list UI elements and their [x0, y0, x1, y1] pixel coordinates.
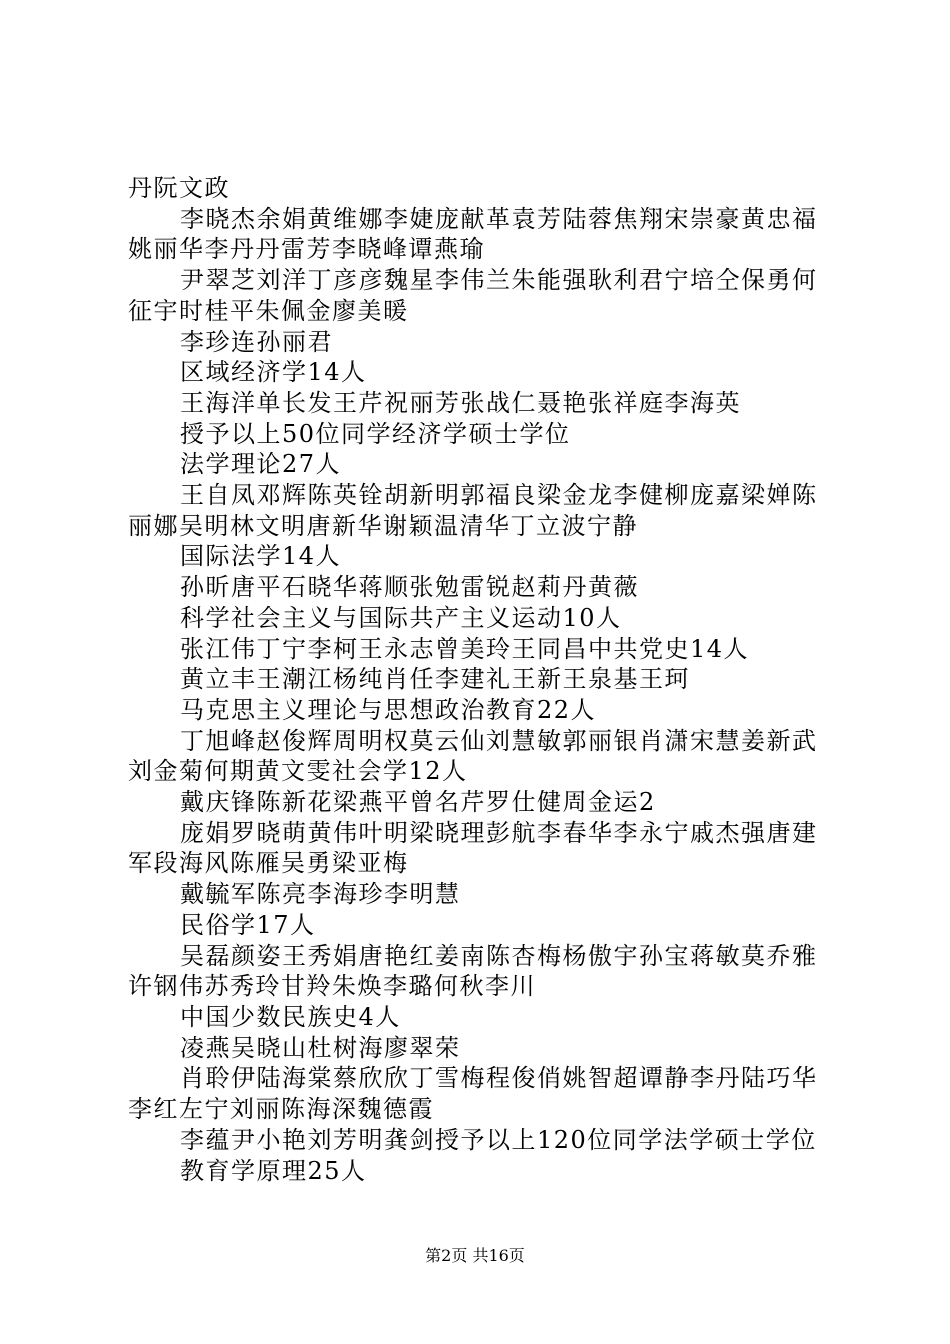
paragraph: 国际法学14人: [180, 542, 342, 571]
paragraph: 李晓杰余娟黄维娜李婕庞献革袁芳陆蓉焦翔宋崇豪黄忠福姚丽华李丹丹雷芳李晓峰谭燕瑜: [128, 204, 818, 264]
paragraph: 李珍连孙丽君: [180, 327, 333, 356]
paragraph: 庞娟罗晓萌黄伟叶明梁晓理彭航李春华李永宁戚杰强唐建军段海风陈雁吴勇梁亚梅: [128, 818, 818, 878]
paragraph: 法学理论27人: [180, 450, 342, 479]
paragraph: 孙昕唐平石晓华蒋顺张勉雷锐赵莉丹黄薇: [180, 573, 639, 602]
paragraph: 戴庆锋陈新花梁燕平曾名芹罗仕健周金运2: [180, 788, 656, 817]
paragraph: 丁旭峰赵俊辉周明权莫云仙刘慧敏郭丽银肖潇宋慧姜新武刘金菊何期黄文雯社会学12人: [128, 726, 818, 786]
paragraph: 吴磊颜姿王秀娟唐艳红姜南陈杏梅杨傲宇孙宝蒋敏莫乔雅许钢伟苏秀玲甘羚朱焕李璐何秋李川: [128, 941, 818, 1001]
paragraph: 民俗学17人: [180, 910, 316, 939]
paragraph: 区域经济学14人: [180, 358, 367, 387]
document-body: [128, 173, 828, 1186]
paragraph: 戴毓军陈亮李海珍李明慧: [180, 880, 461, 909]
paragraph: 凌燕吴晓山杜树海廖翠荣: [180, 1033, 461, 1062]
paragraph: 丹阮文政: [128, 174, 230, 202]
paragraph: 授予以上50位同学经济学硕士学位: [180, 419, 571, 448]
paragraph: 王自凤邓辉陈英铨胡新明郭福良梁金龙李健柳庞嘉梁婵陈丽娜吴明林文明唐新华谢颖温清华丁立波宁静: [128, 481, 818, 540]
paragraph: 科学社会主义与国际共产主义运动10人: [180, 603, 622, 632]
paragraph: 教育学原理25人: [180, 1156, 367, 1185]
paragraph: 王海洋单长发王芹祝丽芳张战仁聂艳张祥庭李海英: [180, 388, 741, 417]
paragraph: 黄立丰王潮江杨纯肖任李建礼王新王泉基王珂: [180, 665, 690, 694]
paragraph: 马克思主义理论与思想政治教育22人: [180, 695, 597, 724]
paragraph: 张江伟丁宁李柯王永志曾美玲王同昌中共党史14人: [180, 634, 750, 663]
paragraph: 肖聆伊陆海棠蔡欣欣丁雪梅程俊俏姚智超谭静李丹陆巧华李红左宁刘丽陈海深魏德霞: [128, 1064, 818, 1124]
paragraph: 尹翠芝刘洋丁彦彦魏星李伟兰朱能强耿利君宁培仝保勇何征宇时桂平朱佩金廖美暖: [128, 266, 818, 325]
paragraph: 中国少数民族史4人: [180, 1002, 401, 1031]
paragraph: 李蕴尹小艳刘芳明龚剑授予以上120位同学法学硕士学位: [180, 1125, 817, 1154]
page-footer: [0, 1243, 950, 1266]
page-number-label: 第2页 共16页: [425, 1246, 525, 1265]
